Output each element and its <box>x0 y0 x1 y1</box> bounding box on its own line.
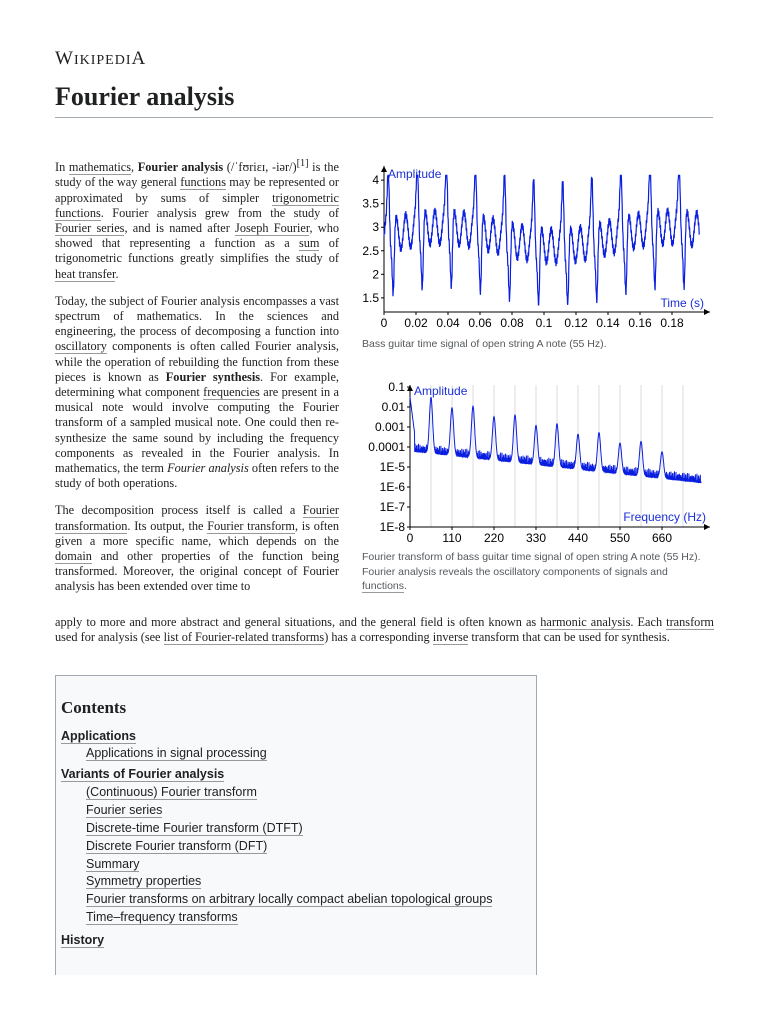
x-tick-label: 550 <box>609 531 631 543</box>
y-tick-label: 0.1 <box>388 380 405 394</box>
link-fourier-transformation[interactable]: Fourier transformation <box>55 503 339 533</box>
y-tick-label: 2.5 <box>362 243 379 258</box>
y-axis-arrow <box>381 166 387 172</box>
wikipedia-wordmark[interactable]: WIKIPEDIA <box>55 48 147 69</box>
toc-item[interactable] <box>61 767 224 781</box>
y-tick-label: 1E-5 <box>379 460 405 474</box>
x-tick-label: 440 <box>567 531 589 543</box>
y-tick-label: 1E-8 <box>379 520 405 534</box>
figure-time-signal-caption: Bass guitar time signal of open string A note (55 Hz). <box>362 338 607 350</box>
toc-item-label[interactable]: Symmetry properties <box>86 874 202 888</box>
x-tick-label: 0.12 <box>564 316 588 330</box>
figure-time-signal <box>362 160 714 352</box>
link-list-of-fourier-related-transforms[interactable]: list of Fourier-related transforms <box>163 630 325 645</box>
toc-item-label[interactable]: Applications in signal processing <box>86 746 267 760</box>
x-axis-arrow <box>704 524 710 530</box>
x-tick-label: 0.04 <box>436 316 460 330</box>
paragraph-2: Today, the subject of Fourier analysis encompasses a vast spectrum of mathematics. In the sciences and engineering, the process of decomposing a function into oscillatory components is often called Fourier analysis, while the operation of rebuilding the function from these pieces is known as Fourier synthesis. For example, determining what component frequencies are present in a musical note would involve computing the Fourier transform of a sampled musical note. One could then re-synthesize the same sound by including the frequency components as revealed in the Fourier analysis. In mathematics, the term Fourier analysis often refers to the study of both operations. <box>55 293 340 491</box>
title-divider <box>55 117 713 118</box>
x-tick-label: 110 <box>442 531 462 543</box>
time-signal-chart[interactable] <box>362 160 714 330</box>
toc-item-label[interactable]: Discrete-time Fourier transform (DTFT) <box>86 821 303 835</box>
link-harmonic-analysis[interactable]: harmonic analysis <box>540 615 631 629</box>
toc-item-label[interactable]: Summary <box>86 857 140 871</box>
x-tick-label: 0.08 <box>500 316 524 330</box>
toc-item-label[interactable]: Fourier transforms on arbitrary locally compact abelian topological groups <box>86 892 493 906</box>
citation-1[interactable]: [1] <box>296 158 309 169</box>
link-joseph-fourier[interactable]: Joseph Fourier <box>235 220 310 235</box>
y-tick-label: 0.01 <box>381 400 405 414</box>
x-axis-arrow <box>704 309 710 315</box>
x-tick-label: 330 <box>525 531 547 543</box>
x-tick-label: 0.06 <box>468 316 492 330</box>
toc-item[interactable] <box>61 729 136 743</box>
paragraph-3: The decomposition process itself is called a Fourier transformation. Its output, the Fourier transform, is often given a more specific name, which depends on the domain and other properties of the function being transformed. Moreover, the original concept of Fourier analysis has been extended over time to <box>55 503 339 594</box>
x-tick-label: 0.1 <box>535 316 553 330</box>
toc-item-label[interactable]: Discrete Fourier transform (DFT) <box>86 839 268 853</box>
toc-item[interactable] <box>86 892 492 906</box>
link-heat-transfer[interactable]: heat transfer <box>55 266 116 281</box>
lead-section <box>55 156 339 607</box>
paragraph-3-continued: apply to more and more abstract and general situations, and the general field is often known as harmonic analysis. Each transform used for analysis (see list of Fourier-related transforms) has a corresponding inverse transform that can be used for synthesis. <box>55 615 714 645</box>
toc-item-label[interactable]: Fourier series <box>86 803 163 817</box>
x-axis-label: Frequency (Hz) <box>623 510 706 524</box>
toc-item[interactable] <box>86 857 139 871</box>
x-tick-label: 0 <box>380 316 388 330</box>
x-tick-label: 0.02 <box>404 316 428 330</box>
toc-item[interactable] <box>86 746 267 760</box>
toc-item[interactable] <box>86 803 162 817</box>
y-axis-label: Amplitude <box>414 384 468 398</box>
toc-item[interactable] <box>86 821 303 835</box>
link-domain[interactable]: domain <box>55 548 92 563</box>
y-tick-label: 1E-6 <box>379 480 405 494</box>
y-tick-label: 3.5 <box>362 196 379 211</box>
spectrum-line <box>410 397 701 483</box>
toc-title: Contents <box>61 698 127 717</box>
x-tick-label: 660 <box>651 531 673 543</box>
toc-item[interactable] <box>86 910 238 924</box>
x-tick-label: 0.14 <box>596 316 620 330</box>
y-tick-label: 0.001 <box>374 420 405 434</box>
link-fourier-series[interactable]: Fourier series <box>55 220 125 235</box>
y-axis-arrow <box>407 385 413 391</box>
y-axis-label: Amplitude <box>388 167 442 181</box>
toc-item-label[interactable]: Applications <box>61 729 137 743</box>
figure-spectrum <box>362 377 714 594</box>
link-fourier-transform[interactable]: Fourier transform <box>207 518 295 533</box>
toc-item-label[interactable]: Variants of Fourier analysis <box>61 767 225 781</box>
toc-item[interactable] <box>61 933 104 947</box>
toc-item-label[interactable]: (Continuous) Fourier transform <box>86 785 257 799</box>
spectrum-chart[interactable] <box>362 377 714 543</box>
link-sum[interactable]: sum <box>298 236 320 251</box>
signal-line <box>384 175 699 305</box>
link-mathematics[interactable]: mathematics <box>68 160 132 175</box>
link-transform[interactable]: transform <box>666 615 714 629</box>
y-tick-label: 4 <box>372 173 379 188</box>
x-tick-label: 0 <box>406 531 414 543</box>
toc-item[interactable] <box>86 785 257 799</box>
y-tick-label: 3 <box>372 220 379 235</box>
page-title: Fourier analysis <box>55 82 235 111</box>
y-tick-label: 2 <box>372 267 379 282</box>
toc-item[interactable] <box>86 874 201 888</box>
link-inverse[interactable]: inverse <box>432 630 469 645</box>
x-axis-label: Time (s) <box>660 296 704 310</box>
link-caption-functions[interactable]: functions <box>362 580 405 592</box>
intro-paragraph: In mathematics, Fourier analysis (/ˈfʊriɛɪ, -iər/)[1] is the study of the way general functions may be represented or approximated by sums of simpler trigonometric functions. Fourier analysis grew from the study of Fourier series, and is named after Joseph Fourier, who showed that representing a function as a sum of trigonometric functions greatly simplifies the study of heat transfer. <box>55 158 340 281</box>
y-tick-label: 1E-7 <box>379 500 405 514</box>
toc-item-label[interactable]: Time–frequency transforms <box>86 910 238 924</box>
link-trigonometric-functions[interactable]: trigonometric functions <box>55 190 339 220</box>
toc-item-label[interactable]: History <box>61 933 105 947</box>
figure-spectrum-caption: Fourier transform of bass guitar time signal of open string A note (55 Hz). Fourier analysis reveals the oscillatory components of signals and functions. <box>362 551 701 592</box>
y-tick-label: 1.5 <box>362 290 379 305</box>
y-tick-label: 0.0001 <box>368 440 405 454</box>
x-tick-label: 220 <box>483 531 505 543</box>
link-oscillatory[interactable]: oscillatory <box>55 339 107 354</box>
x-tick-label: 0.16 <box>628 316 652 330</box>
link-frequencies[interactable]: frequencies <box>203 384 260 399</box>
table-of-contents <box>55 675 537 975</box>
link-functions[interactable]: functions <box>180 175 226 190</box>
x-tick-label: 0.18 <box>660 316 684 330</box>
toc-item[interactable] <box>86 839 267 853</box>
